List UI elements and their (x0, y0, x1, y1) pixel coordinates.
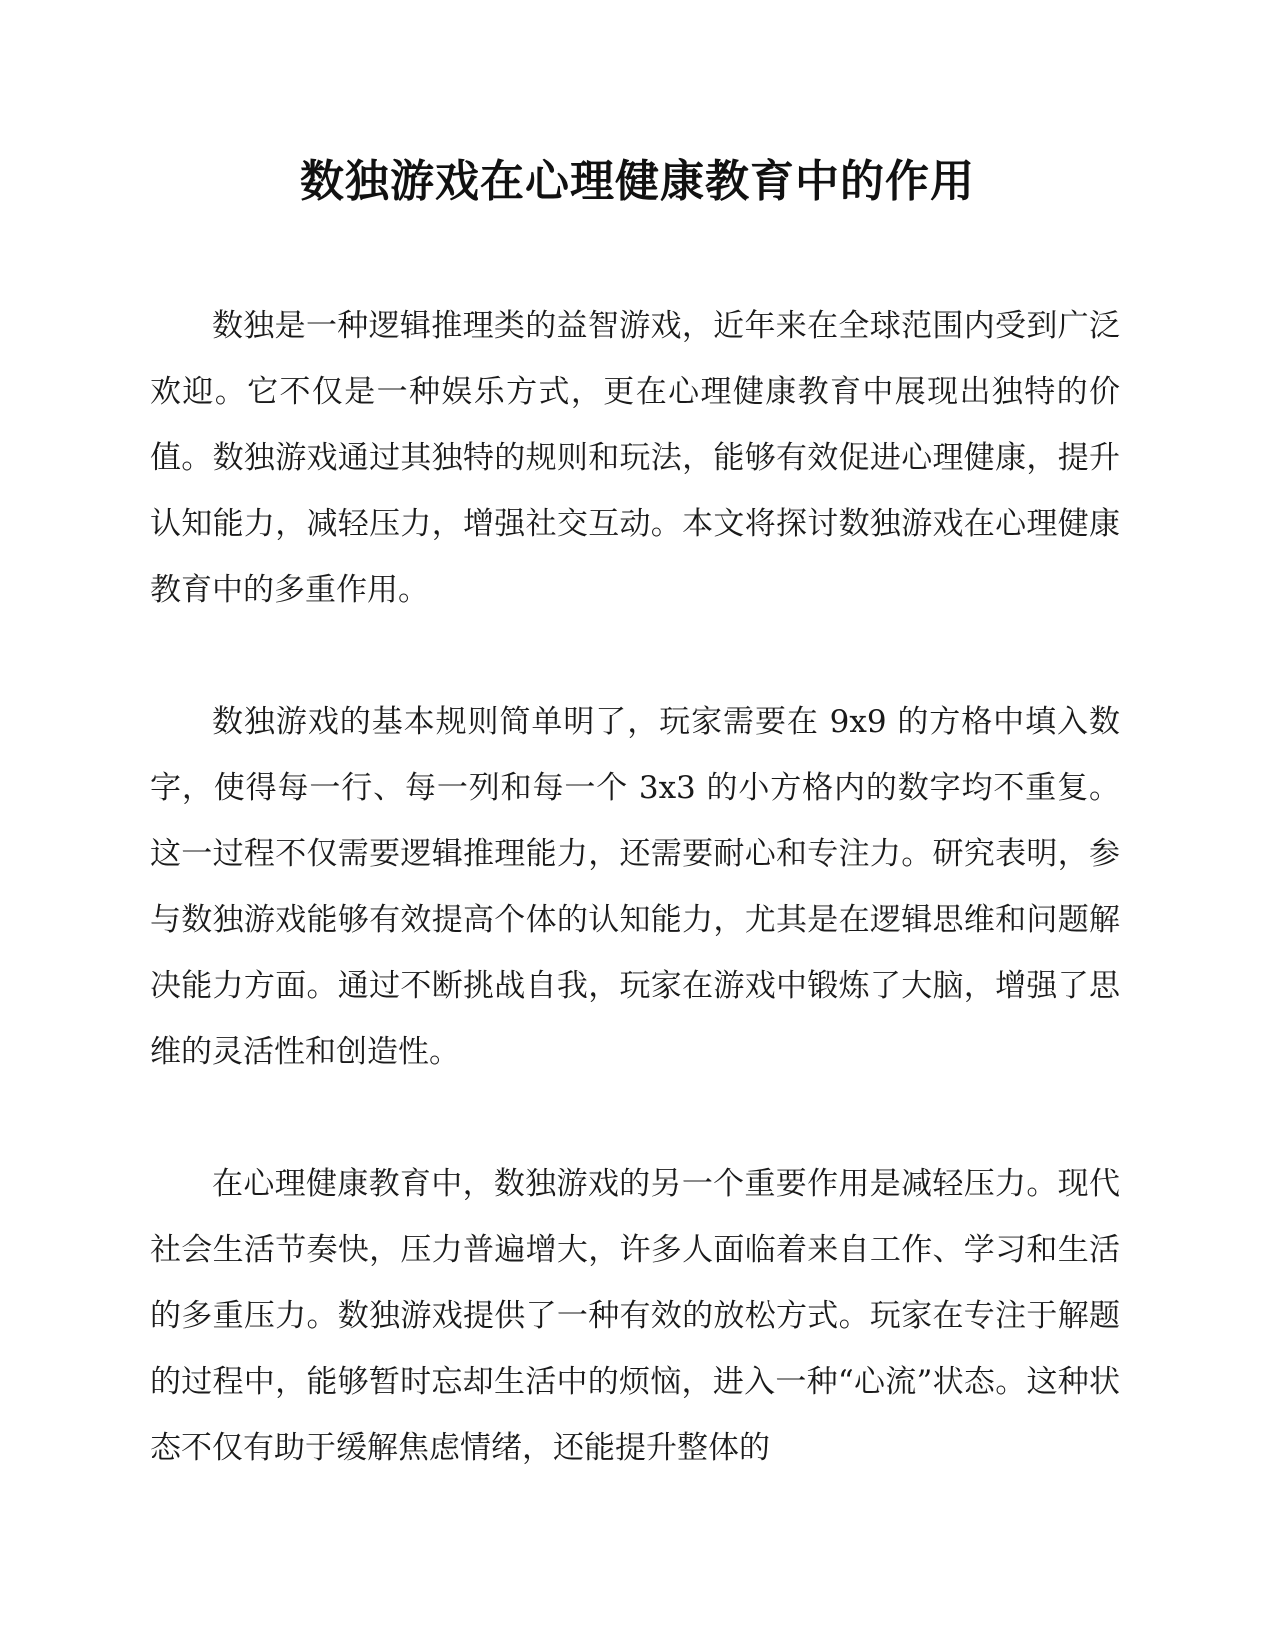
paragraph-intro: 数独是一种逻辑推理类的益智游戏，近年来在全球范围内受到广泛欢迎。它不仅是一种娱乐方式，更在心理健康教育中展现出独特的价值。数独游戏通过其独特的规则和玩法，能够有效促进心理健康，提升认知能力，减轻压力，增强社交互动。本文将探讨数独游戏在心理健康教育中的多重作用。 (150, 308, 1120, 608)
paragraph-rules: 数独游戏的基本规则简单明了，玩家需要在 9x9 的方格中填入数字，使得每一行、每一列和每一个 3x3 的小方格内的数字均不重复。这一过程不仅需要逻辑推理能力，还需要耐心和专注力。研究表明，参与数独游戏能够有效提高个体的认知能力，尤其是在逻辑思维和问题解决能力方面。通过不断挑战自我，玩家在游戏中锻炼了大脑，增强了思维的灵活性和创造性。 (150, 704, 1120, 1070)
page-title: 数独游戏在心理健康教育中的作用 (300, 156, 975, 207)
paragraph-stress: 在心理健康教育中，数独游戏的另一个重要作用是减轻压力。现代社会生活节奏快，压力普遍增大，许多人面临着来自工作、学习和生活的多重压力。数独游戏提供了一种有效的放松方式。玩家在专注于解题的过程中，能够暂时忘却生活中的烦恼，进入一种“心流”状态。这种状态不仅有助于缓解焦虑情绪，还能提升整体的 (150, 1166, 1120, 1466)
